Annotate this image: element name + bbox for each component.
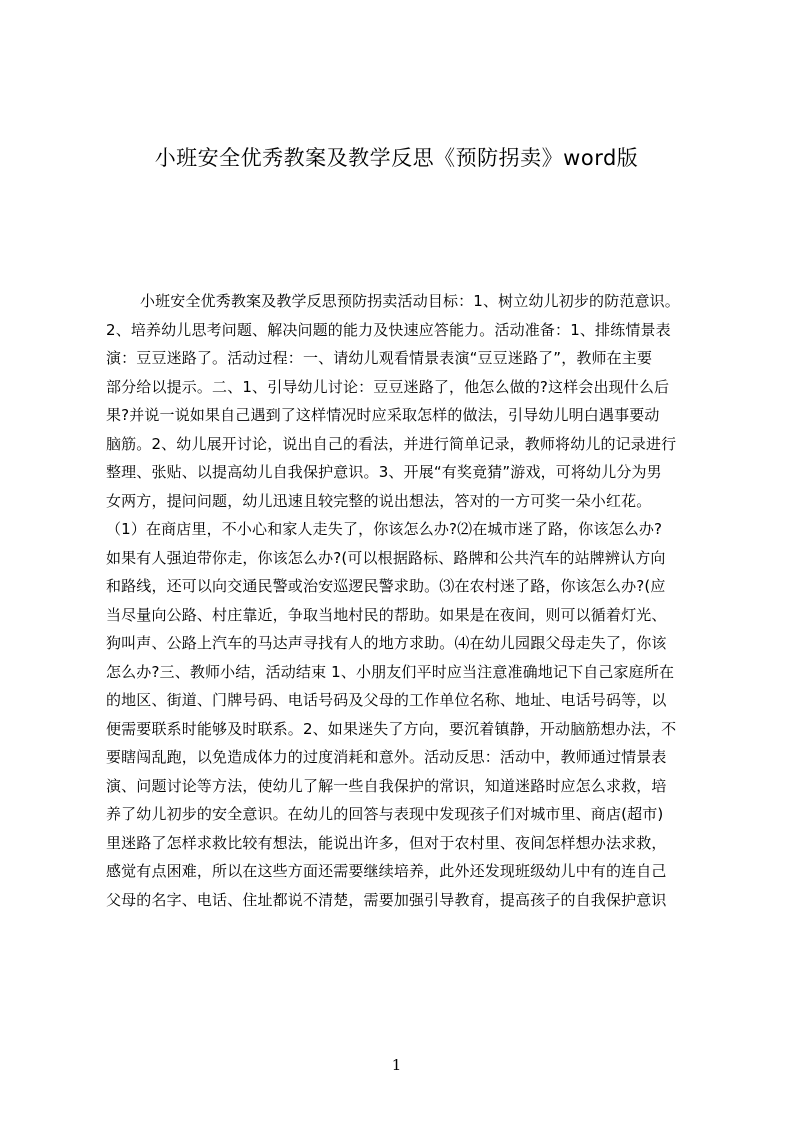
paragraph-line: 演、问题讨论等方法，使幼儿了解一些自我保护的常识，知道迷路时应怎么求救，培 — [106, 776, 667, 795]
page-number: 1 — [391, 1056, 402, 1074]
paragraph-line: 的地区、街道、门牌号码、电话号码及父母的工作单位名称、地址、电话号码等，以 — [106, 691, 667, 709]
paragraph-line: 和路线，还可以向交通民警或治安巡逻民警求助。⑶在农村迷了路，你该怎么办?(应 — [106, 577, 666, 595]
paragraph-line: （1）在商店里，不小心和家人走失了，你该怎么办?⑵在城市迷了路，你该怎么办? — [106, 520, 663, 538]
paragraph-line: 怎么办?三、教师小结，活动结束 1、小朋友们平时应当注意准确地记下自己家庭所在 — [106, 662, 675, 681]
paragraph-line: 演：豆豆迷路了。活动过程：一、请幼儿观看情景表演“豆豆迷路了”，教师在主要 — [106, 349, 653, 367]
paragraph-line: 里迷路了怎样求救比较有想法，能说出许多，但对于农村里、夜间怎样想办法求救， — [106, 833, 667, 852]
paragraph-line: 感觉有点困难，所以在这些方面还需要继续培养，此外还发现班级幼儿中有的连自己 — [106, 862, 667, 880]
paragraph-line: 要瞎闯乱跑，以免造成体力的过度消耗和意外。活动反思：活动中，教师通过情景表 — [106, 748, 667, 766]
paragraph-line: 脑筋。2、幼儿展开讨论，说出自己的看法，并进行简单记录，教师将幼儿的记录进行 — [106, 434, 677, 453]
paragraph-line: 果?并说一说如果自己遇到了这样情况时应采取怎样的做法，引导幼儿明白遇事要动 — [106, 406, 660, 424]
paragraph-line: 父母的名字、电话、住址都说不清楚，需要加强引导教育，提高孩子的自我保护意识 — [106, 890, 667, 909]
body-text — [106, 287, 692, 914]
paragraph-line: 2、培养幼儿思考问题、解决问题的能力及快速应答能力。活动准备：1、排练情景表 — [106, 320, 671, 339]
paragraph-line: 如果有人强迫带你走，你该怎么办?(可以根据路标、路牌和公共汽车的站牌辨认方向 — [106, 548, 666, 567]
paragraph-line: 养了幼儿初步的安全意识。在幼儿的回答与表现中发现孩子们对城市里、商店(超市) — [106, 805, 664, 823]
document-title: 小班安全优秀教案及教学反思《预防拐卖》word版 — [154, 146, 639, 170]
paragraph-line: 整理、张贴、以提高幼儿自我保护意识。3、开展“有奖竟猜”游戏，可将幼儿分为男 — [106, 463, 662, 481]
paragraph-line: 女两方，提问问题，幼儿迅速且较完整的说出想法，答对的一方可奖一朵小红花。 — [106, 491, 652, 510]
paragraph-line: 部分给以提示。二、1、引导幼儿讨论：豆豆迷路了，他怎么做的?这样会出现什么后 — [106, 377, 670, 396]
paragraph-line: 狗叫声、公路上汽车的马达声寻找有人的地方求助。⑷在幼儿园跟父母走失了，你该 — [106, 634, 667, 652]
paragraph-line: 小班安全优秀教案及教学反思预防拐卖活动目标：1、树立幼儿初步的防范意识。 — [140, 292, 680, 310]
paragraph-line: 便需要联系时能够及时联系。2、如果迷失了方向，要沉着镇静，开动脑筋想办法，不 — [106, 719, 677, 738]
paragraph-line: 当尽量向公路、村庄靠近，争取当地村民的帮助。如果是在夜间，则可以循着灯光、 — [106, 605, 667, 624]
